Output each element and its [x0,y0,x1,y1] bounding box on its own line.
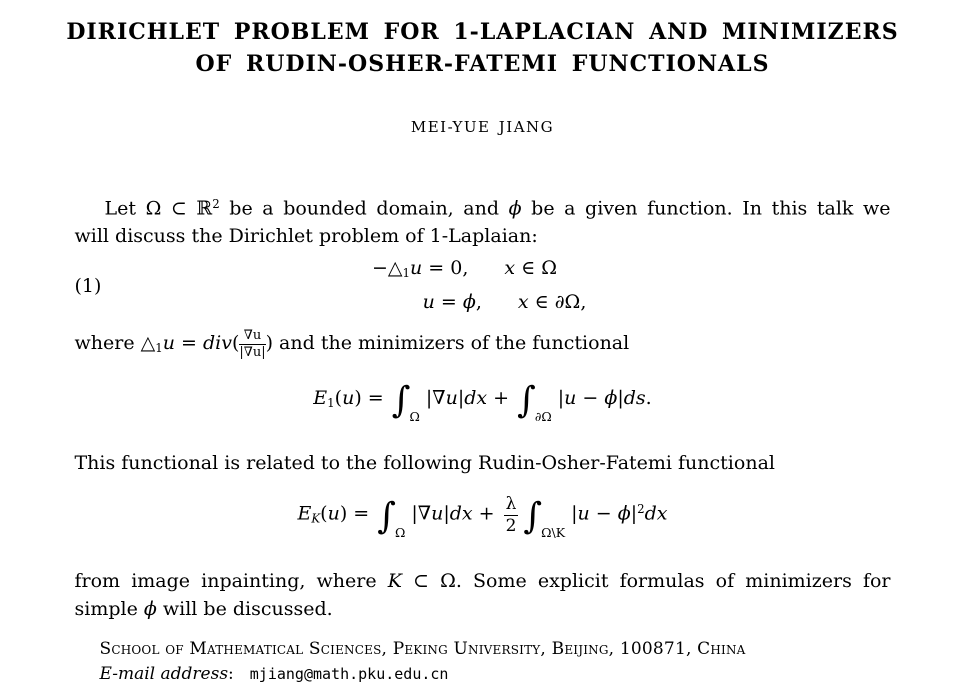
text-segment: ) and the minimizers of the functional [265,332,630,355]
paragraph-intro-line-1 [75,190,891,222]
email-line [100,661,891,687]
text-segment: ( [334,387,343,410]
text-segment: ( [320,502,328,525]
paper-page [0,16,965,684]
text-segment: ) = [354,387,390,410]
text-segment: u [445,387,458,410]
email-label: E-mail address [99,663,229,684]
text-segment: Let Ω ⊂ ℝ [104,197,213,220]
paragraph-inpainting-line-1 [75,567,891,595]
text-segment: 1 [155,341,163,356]
text-segment: u [410,257,423,280]
equation-1-line-1 [57,254,873,288]
text-segment: | [630,502,638,525]
text-segment: . [645,387,652,410]
text-segment: ∈ Ω [515,257,558,280]
text-segment: |∇ [411,502,432,525]
text-segment: , [475,291,482,314]
text-segment: ∫ [391,380,411,422]
text-segment: be a bounded domain, and [219,197,509,220]
text-segment: ∈ ∂Ω, [528,291,587,314]
paragraph-inpainting-line-2 [75,595,891,623]
email-colon: : [228,663,234,684]
text-segment: will be discussed. [156,597,333,620]
text-segment: dx [449,502,473,525]
text-segment: dx [464,387,488,410]
text-segment: x [517,291,529,314]
text-segment: = [174,332,203,355]
text-segment: div [202,332,232,355]
text-segment: be a given function. In this talk we [521,197,891,220]
text-segment: ϕ [604,387,618,410]
text-segment: dx [644,502,668,525]
text-segment: ) = [339,502,376,525]
affiliation: School of Mathematical Sciences, Peking University, Beijing, 100871, China [99,638,746,659]
text-segment: 1 [402,266,411,281]
text-segment: ds [623,387,646,410]
fraction-denominator: 2 [505,515,517,536]
text-segment: ⊂ Ω. Some explicit formulas of minimizers for [401,569,891,592]
paper-title [0,16,965,80]
text-segment: Ω [409,409,420,425]
author-name: MEI-YUE JIANG [410,118,555,136]
fraction [239,329,265,360]
text-segment: | [617,387,624,410]
text-segment: ∫ [523,495,543,537]
text-segment: 2 [212,197,220,211]
text-segment: ϕ [508,197,522,220]
fraction-denominator: |∇u| [239,344,266,360]
where-line [75,323,891,368]
title-line-1: DIRICHLET PROBLEM FOR 1-LAPLACIAN AND MINIMIZERS [66,19,899,45]
equation-e1 [75,370,891,445]
text-segment: + [487,387,516,410]
text-segment: ϕ [462,291,476,314]
text-segment: will discuss the Dirichlet problem of 1-Laplaian: [74,225,538,248]
footer [75,637,891,687]
fraction-numerator: ∇u [239,329,265,345]
text-segment: K [311,511,321,526]
text-segment: u [577,502,590,525]
equation-1-tag: (1) [74,274,102,297]
text-segment: 1 [327,396,335,411]
text-segment: u [422,291,435,314]
text-segment: | [443,502,450,525]
email-address: mjiang@math.pku.edu.cn [249,664,449,683]
text-segment: u [431,502,444,525]
paragraph-intro-line-2 [75,222,891,250]
fraction [504,495,519,535]
equation-ek [75,479,891,562]
text-segment: ∫ [517,380,536,422]
text-segment: | [557,387,565,410]
equation-1 [75,254,891,317]
text-segment: |∇ [425,387,446,410]
text-segment: u [564,387,577,410]
text-segment: E [313,387,328,410]
text-segment: where △ [74,332,156,355]
text-segment: from image inpainting, where [74,569,388,592]
abstract-body [75,190,891,687]
text-segment: ∂Ω [534,409,552,425]
text-segment: simple [74,597,144,620]
text-segment: u [342,387,355,410]
text-segment: u [327,502,340,525]
text-segment: x [504,257,516,280]
text-segment: | [571,502,578,525]
text-segment: ϕ [617,502,631,525]
text-segment: K [387,569,402,592]
text-segment: + [472,502,501,525]
text-segment: = [434,291,463,314]
text-segment: ( [231,332,240,355]
fraction-numerator: λ [505,494,517,515]
text-segment: − [576,387,605,410]
text-segment: −△ [371,257,403,280]
text-segment: | [457,387,465,410]
text-segment: − [589,502,618,525]
text-segment: ϕ [143,597,157,620]
text-segment: = 0, [422,257,469,280]
text-segment: Ω [395,524,406,540]
title-line-2: OF RUDIN-OSHER-FATEMI FUNCTIONALS [195,51,770,77]
text-segment: Ω\K [541,524,566,540]
text-segment: E [297,502,312,525]
text-segment: u [162,332,175,355]
related-functional-line: This functional is related to the following Rudin-Osher-Fatemi functional [74,452,775,475]
equation-1-line-2 [97,288,913,317]
text-segment: 2 [637,502,645,517]
text-segment: ∫ [377,495,397,537]
